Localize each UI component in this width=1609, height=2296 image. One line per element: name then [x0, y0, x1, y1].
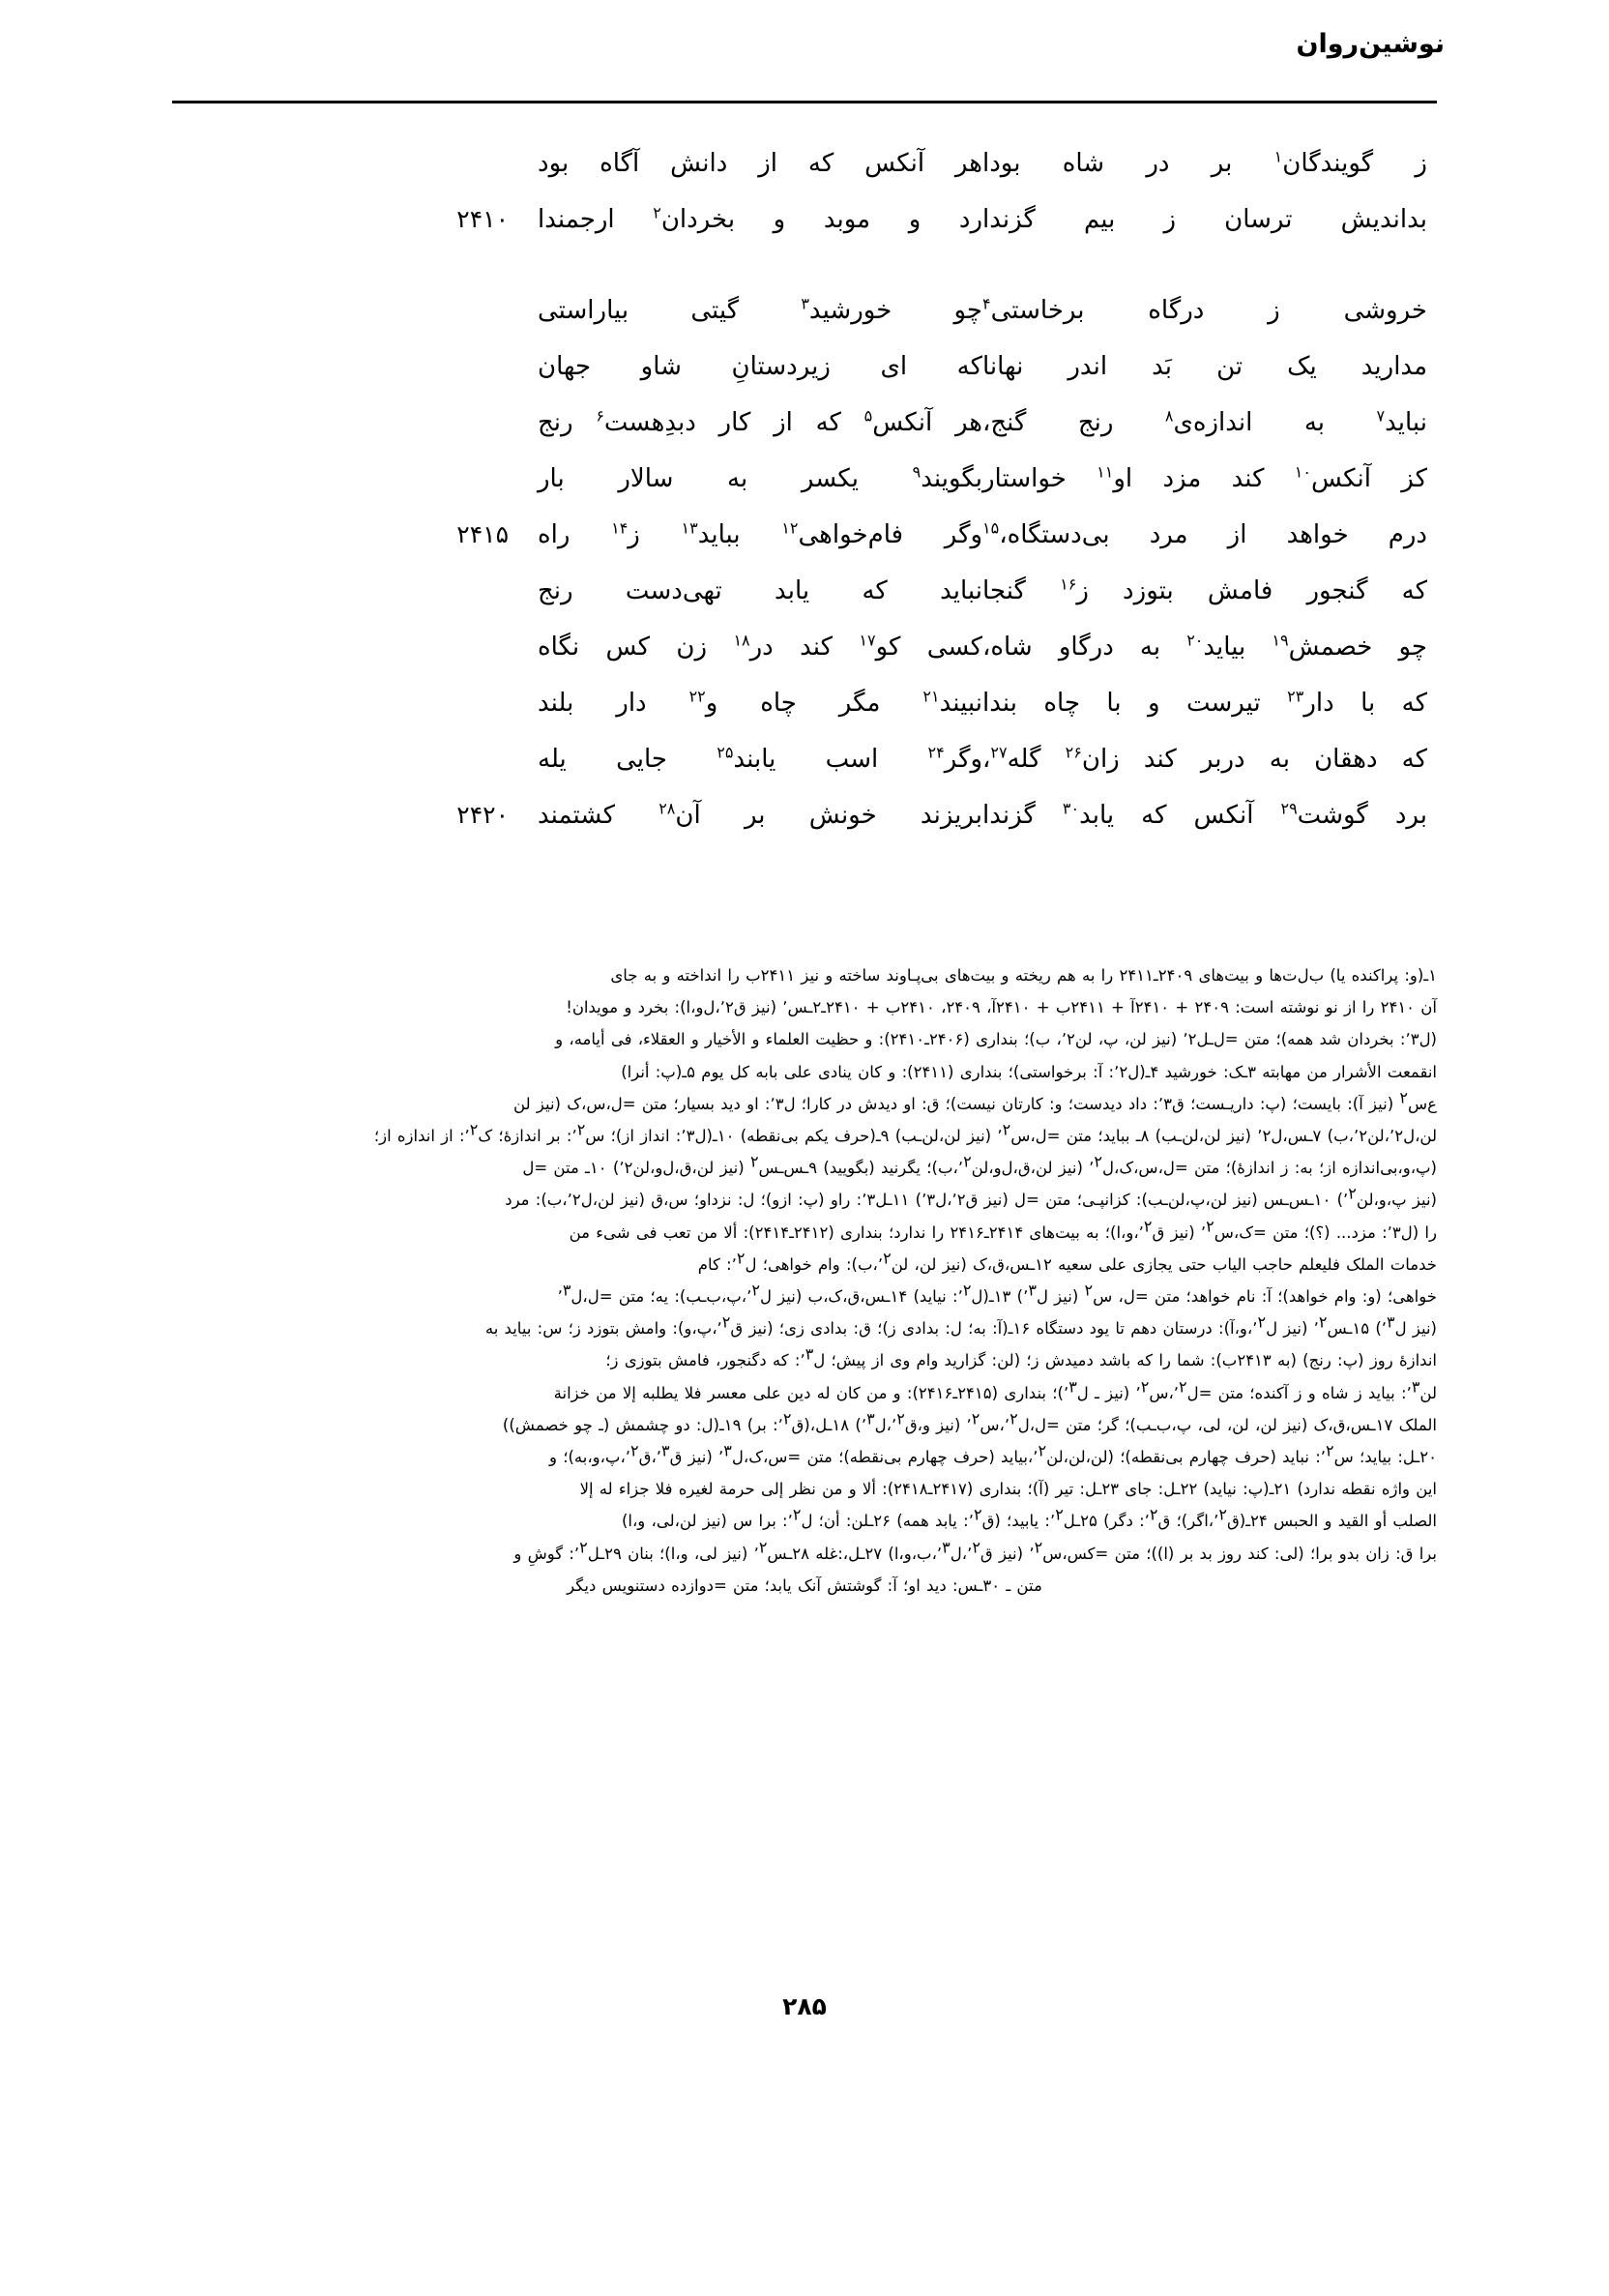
hemistich-second: که با دار$^{۲۳}$ تیرست و با چاه بندا [982, 687, 1427, 718]
hemistich-first: بگویند$^۹$ یکسر به سالار بار [538, 462, 982, 493]
verse-line [172, 563, 1437, 619]
hemistich-second: نباید$^۷$ به اندازه‌ی$^۸$ رنج گنج، [982, 406, 1427, 437]
hemistich-second: که گنجور فامش بتوزد ز$^{۱۶}$ گنجا [982, 574, 1427, 605]
apparatus-line: ۱ـ(و: پراکنده یا) ب‌ل‌ت‌ها و بیت‌های ۲۴۰۹ـ۲۴۱۱ را به هم ریخته و بیت‌های بی‌پـاوند ساخته و نیز ۲۴۱۱ب را انداخته و به جای [610, 966, 1437, 985]
hemistich-first: بریزند خونش بر آن$^{۲۸}$ کشتمند [538, 799, 982, 830]
apparatus-line: ۲۰ـل: بیاید؛ س٬$^۲$: نباید (حرف چهارم بی‌نقطه)؛ (لن،لن،لن٬$^۲$،بیاید (حرف چهارم بی‌نقطه)؛ متن =س،ک،ل٬$^۳$ (نیز ق٬$^۳$،ق٬$^۲$،پ،و،به)؛ و [548, 1441, 1437, 1467]
verse-line [172, 787, 1437, 843]
hemistich-first: چو خورشید$^۳$ گیتی بیاراستی [538, 294, 983, 325]
apparatus-line: برا ق: زان بدو برا؛ (لی: کند روز بد بر (ا))؛ متن =کس،س٬$^۲$ (نیز ق٬$^۲$،ل٬$^۳$،ب،و،ا) ۲۷ـل،:غله ۲۸ـس٬$^۲$ (نیز لی، و،ا)؛ بنان ۲۹ـل٬$^۲$: گوشِ و [513, 1538, 1437, 1563]
hemistich-second: مدارید یک تن بَد اندر نهانا [982, 352, 1427, 381]
apparatus-line: (نیز ل٬$^۳$) ۱۵ـس٬$^۲$ (نیز ل٬$^۲$،و،آ): درستان دهم تا یود دستگاه ۱۶ـ(آ: به؛ ل: بدادی ز)؛ ق: بدادی زی؛ (نیز ق٬$^۲$،پ،و): وامش بتوزد ز؛ س: بیاید به [484, 1312, 1437, 1339]
verse-number: ۲۴۱۰ [456, 205, 509, 233]
apparatus-line: متن ـ ۳۰ـس: دید او؛ آ: گوشتش آنک یابد؛ متن =دوازده دستنویس دیگر [567, 1575, 1042, 1595]
apparatus-line: الصلب أو القید و الحبس ۲۴ـ(ق٬$^۲$،اگر)؛ ق٬$^۲$: دگر) ۲۵ـل٬$^۲$: یابید؛ (ق٬$^۲$: یابد همه) ۲۶ـلن: أن؛ ل٬$^۲$: برا س (نیز لن،لی، و،ا) [621, 1505, 1437, 1531]
hemistich-second: خروشی ز درگاه برخاستی$^۴$ [982, 294, 1427, 325]
verse-number: ۲۴۲۰ [456, 801, 509, 829]
apparatus-line: لن٬$^۳$: بیاید ز شاه و ز آکنده؛ متن =ل٬$^۲$،س٬$^۲$ (نیز ـ ل٬$^۳$)؛ بنداری (۲۴۱۵ـ۲۴۱۶): و من کان له دین علی معسر فلا یطلبه إلا من خزانة [553, 1377, 1437, 1402]
apparatus-line: الملک ۱۷ـس،ق،ک (نیز لن، لن، لی، پ،ب‌ـب)؛ گر؛ متن =ل،ل٬$^۲$،س٬$^۲$ (نیز و،ق٬$^۲$،ل٬$^۳$) ۱۸ـل،(ق٬$^۲$: بر) ۱۹ـ(ل: دو چشمش (ـ چو خصمش)) [502, 1409, 1437, 1434]
verse-line [172, 395, 1437, 451]
verse-line [172, 135, 1437, 191]
apparatus-line: اندازهٔ روز (پ: رنج) (به ۲۴۱۳ب): شما را که باشد دمیدش ز؛ (لن: گزارید وام وی از پیش؛ ل٬$^۳$: که دگنجور، فامش بتوزی ز؛ [605, 1344, 1437, 1370]
hemistich-second: که دهقان به دربر کند زان$^{۲۶}$ گله$^{۲۷}$، [982, 743, 1427, 774]
hemistich-first: نباید که یابد تهی‌دست رنج [538, 576, 982, 605]
header-rule [172, 101, 1437, 103]
running-head: نوشین‌روان [1296, 29, 1445, 59]
hemistich-first: که ای زیردستانِ شاو جهان [538, 352, 982, 381]
verse-stanza [172, 282, 1437, 843]
hemistich-first: وگر فام‌خواهی$^{۱۲}$ بباید$^{۱۳}$ ز$^{۱۴}$ راه [538, 518, 983, 549]
verse-line [172, 731, 1437, 787]
verse-line [172, 191, 1437, 248]
apparatus-line: خدمات الملک فلیعلم حاجب الیاب حتی یجازی علی سعیه ۱۲ـس،ق،ک (نیز لن، لن٬$^۲$،ب): وام خواهی؛ ل٬$^۲$: کام [697, 1249, 1437, 1274]
apparatus-line: ع‌س$^۲$ (نیز آ): بایست؛ (پ: داریـست؛ ق٬۳: داد دیدست؛ و: کارتان نیست)؛ ق: او دیدش در کارا؛ ل٬۳: او دید بسیار؛ متن =ل،س،ک (نیز لن [513, 1088, 1437, 1113]
hemistich-second: درم خواهد از مرد بی‌دستگاه،$^{۱۵}$ [982, 518, 1427, 549]
apparatus-line: (ل٬۳: بخردان شد همه)؛ متن =ل‌ـل٬۲ (نیز لن، پ، لن٬۲، ب)؛ بنداری (۲۴۰۶ـ۲۴۱۰): و حظیت العلماء و الأخیار و العقلاء، فی أیامه، و [555, 1030, 1437, 1049]
page-number: ۲۸۵ [782, 1992, 827, 2020]
apparatus-line: لن،ل٬۲،لن٬۲،ب) ۷ـس،ل٬۲ (نیز لن،لن‌ـب) ۸ـ بباید؛ متن =ل،س٬$^۲$ (نیز لن،لن‌ـب) ۹ـ(حرف یکم بی‌نقطه) ۱۰ـ(ل٬۳: انداز از)؛ س٬$^۲$: بر اندازهٔ؛ ک٬$^۲$: از اندازه از؛ [373, 1120, 1437, 1146]
verse-line [172, 451, 1437, 507]
apparatus-line: خواهی؛ (و: وام خواهد)؛ آ: نام خواهد؛ متن =ل، س$^۲$ (نیز ل٬$^۳$) ۱۳ـ(ل٬$^۲$: نیاید) ۱۴ـس،ق،ک،ب (نیز ل٬$^۲$،پ،ب‌ـب): یه؛ متن =ل،ل٬$^۳$ [557, 1280, 1437, 1307]
verse-line [172, 507, 1437, 563]
verse-line [172, 675, 1437, 731]
verse-line [172, 339, 1437, 395]
hemistich-second: برد گوشت$^{۲۹}$ آنکس که یابد$^{۳۰}$ گزندا [982, 799, 1427, 830]
apparatus-criticus [172, 959, 1437, 1602]
verse-block [172, 135, 1437, 878]
hemistich-second: چو خصمش$^{۱۹}$ بیاید$^{۲۰}$ به درگاو شاه، [982, 631, 1427, 662]
hemistich-second: ز گویندگان$^۱$ بر در شاه بودا [982, 147, 1427, 178]
hemistich-first: وگر$^{۲۴}$ اسب یابند$^{۲۵}$ جایی یله [538, 743, 982, 774]
apparatus-line: را (ل٬۳: مزد... (؟)؛ متن =ک،س٬$^۲$ (نیز ق٬$^۲$،و،ا)؛ به بیت‌های ۲۴۱۴ـ۲۴۱۶ را ندارد؛ بنداری (۲۴۱۲ـ۲۴۱۴): ألا من تعب فی شی‌ء من [569, 1217, 1437, 1242]
hemistich-second: کز آنکس$^{۱۰}$ کند مزد او$^{۱۱}$ خواستار [982, 462, 1427, 493]
hemistich-first: هر آنکس$^۵$ که از کار دبدِهست$^۶$ رنج [538, 406, 982, 437]
hemistich-first: نبیند$^{۲۱}$ مگر چاه و$^{۲۲}$ دار بلند [538, 687, 982, 718]
apparatus-line: این واژه نقطه ندارد) ۲۱ـ(پ: نیاید) ۲۲ـل: جای ۲۳ـل: تیر (آ)؛ بنداری (۲۴۱۷ـ۲۴۱۸): ألا و من نظر إلی حرمة لغیره فلا جزاء له إلا [579, 1480, 1437, 1499]
hemistich-first: کسی کو$^{۱۷}$ کند در$^{۱۸}$ زن کس نگاه [538, 631, 982, 662]
apparatus-line: انقمعت الأشرار من مهابته ۳ـک: خورشید ۴ـ(ل٬۲: آ: برخواستی)؛ بنداری (۲۴۱۱): و کان ینادی علی بابه کل یوم ۵ـ(پ: أنرا) [621, 1062, 1437, 1081]
hemistich-first: رد و موبد و بخردان$^۲$ ارجمندا [538, 203, 982, 234]
apparatus-line: (پ،و،بی‌اندازه از؛ به: ز اندازهٔ)؛ متن =ل،س،ک،ل٬$^۲$ (نیز لن،ق،ل‌و،لن٬$^۲$،ب)؛ یگرنید (بگویید) ۹ـس‌ـس$^۲$ (نیز لن،ق،ل‌و،لن٬۲) ۱۰ـ متن =ل [522, 1152, 1437, 1178]
verse-line [172, 282, 1437, 339]
hemistich-second: بداندیش ترسان ز بیم گزندا [982, 205, 1427, 234]
hemistich-first: هر آنکس که از دانش آگاه بود [538, 149, 982, 178]
apparatus-line: (نیز پ،و،لن٬$^۲$) ۱۰ـس‌ـس (نیز لن،پ،لن‌ـب): کزانپـی؛ متن =ل (نیز ق٬۲،ل٬۳) ۱۱ـل٬۳: راو (پ: ازو)؛ ل: نزداو؛ س،ق (نیز لن،ل٬۲،ب): مرد [505, 1184, 1437, 1210]
apparatus-line: آن ۲۴۱۰ را از نو نوشته است: ۲۴۰۹ + ۲۴۱۰آ + ۲۴۱۱ب + ۲۴۱۰آ، ۲۴۰۹، ۲۴۱۰ب + ۲۴۱۰ـ۲ـس٬ (نیز ق٬۲،ل‌و،ا): بخرد و مویدان! [566, 998, 1437, 1017]
verse-stanza [172, 135, 1437, 248]
verse-line [172, 619, 1437, 675]
verse-number: ۲۴۱۵ [456, 520, 509, 548]
